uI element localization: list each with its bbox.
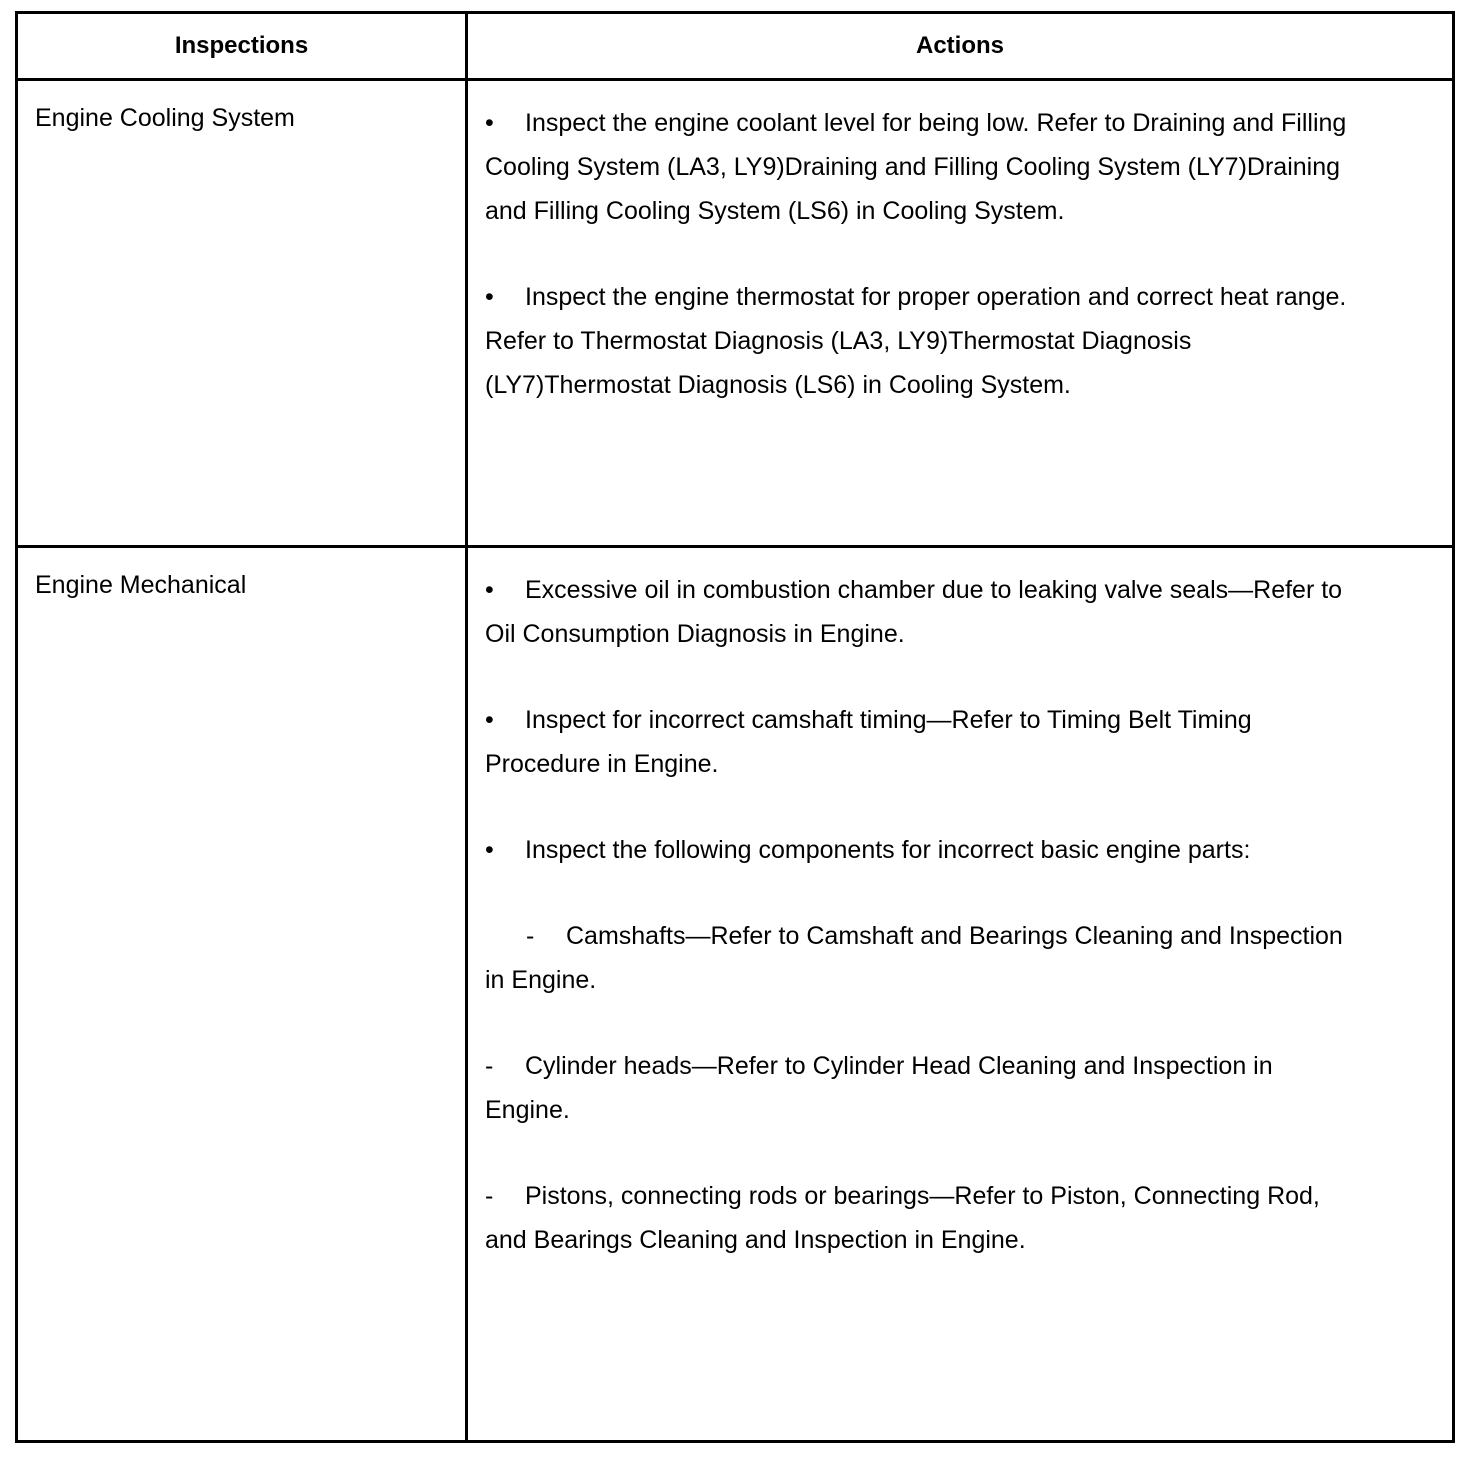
sub-action-item	[485, 914, 1362, 1002]
action-text: Inspect the engine coolant level for being low. Refer to Draining and Filling Cooling System (LA3, LY9)Draining and Filling Cooling System (LY7)Draining and Filling Cooling System (LS6) in Cooling System.	[485, 109, 1347, 225]
action-item	[485, 568, 1362, 656]
action-text: Inspect for incorrect camshaft timing—Refer to Timing Belt Timing Procedure in Engine.	[485, 706, 1252, 778]
bullet-marker: •	[485, 109, 494, 137]
action-item	[485, 275, 1362, 407]
header-actions: Actions	[467, 13, 1454, 80]
action-text: Cylinder heads—Refer to Cylinder Head Cleaning and Inspection in Engine.	[485, 1052, 1273, 1124]
action-item	[485, 698, 1362, 786]
inspection-cell	[17, 80, 467, 547]
bullet-marker: •	[485, 836, 494, 864]
action-text: Pistons, connecting rods or bearings—Refer to Piston, Connecting Rod, and Bearings Cleaning and Inspection in Engine.	[485, 1182, 1320, 1254]
action-text: Excessive oil in combustion chamber due to leaking valve seals—Refer to Oil Consumption Diagnosis in Engine.	[485, 576, 1343, 648]
bullet-marker: •	[485, 706, 494, 734]
action-item	[485, 828, 1362, 872]
table-row	[17, 547, 1454, 1442]
table-row	[17, 80, 1454, 547]
action-text: Inspect the engine thermostat for proper operation and correct heat range. Refer to Thermostat Diagnosis (LA3, LY9)Thermostat Diagnosis (LY7)Thermostat Diagnosis (LS6) in Cooling System.	[485, 283, 1347, 399]
diagnostic-table	[15, 11, 1455, 1443]
action-text: Camshafts—Refer to Camshaft and Bearings Cleaning and Inspection in Engine.	[485, 922, 1343, 994]
header-inspections: Inspections	[17, 13, 467, 80]
inspection-cell	[17, 547, 467, 1442]
header-row	[17, 13, 1454, 80]
dash-marker: -	[485, 1182, 494, 1210]
actions-cell	[467, 80, 1454, 547]
action-item	[485, 101, 1362, 233]
sub-action-item	[485, 1044, 1362, 1132]
sub-action-item	[485, 1174, 1362, 1262]
actions-cell	[467, 547, 1454, 1442]
dash-marker: -	[526, 922, 535, 950]
bullet-marker: •	[485, 283, 494, 311]
inspection-label: Engine Mechanical	[35, 571, 247, 599]
bullet-marker: •	[485, 576, 494, 604]
dash-marker: -	[485, 1052, 494, 1080]
inspection-label: Engine Cooling System	[35, 104, 295, 132]
action-text: Inspect the following components for incorrect basic engine parts:	[525, 836, 1251, 864]
